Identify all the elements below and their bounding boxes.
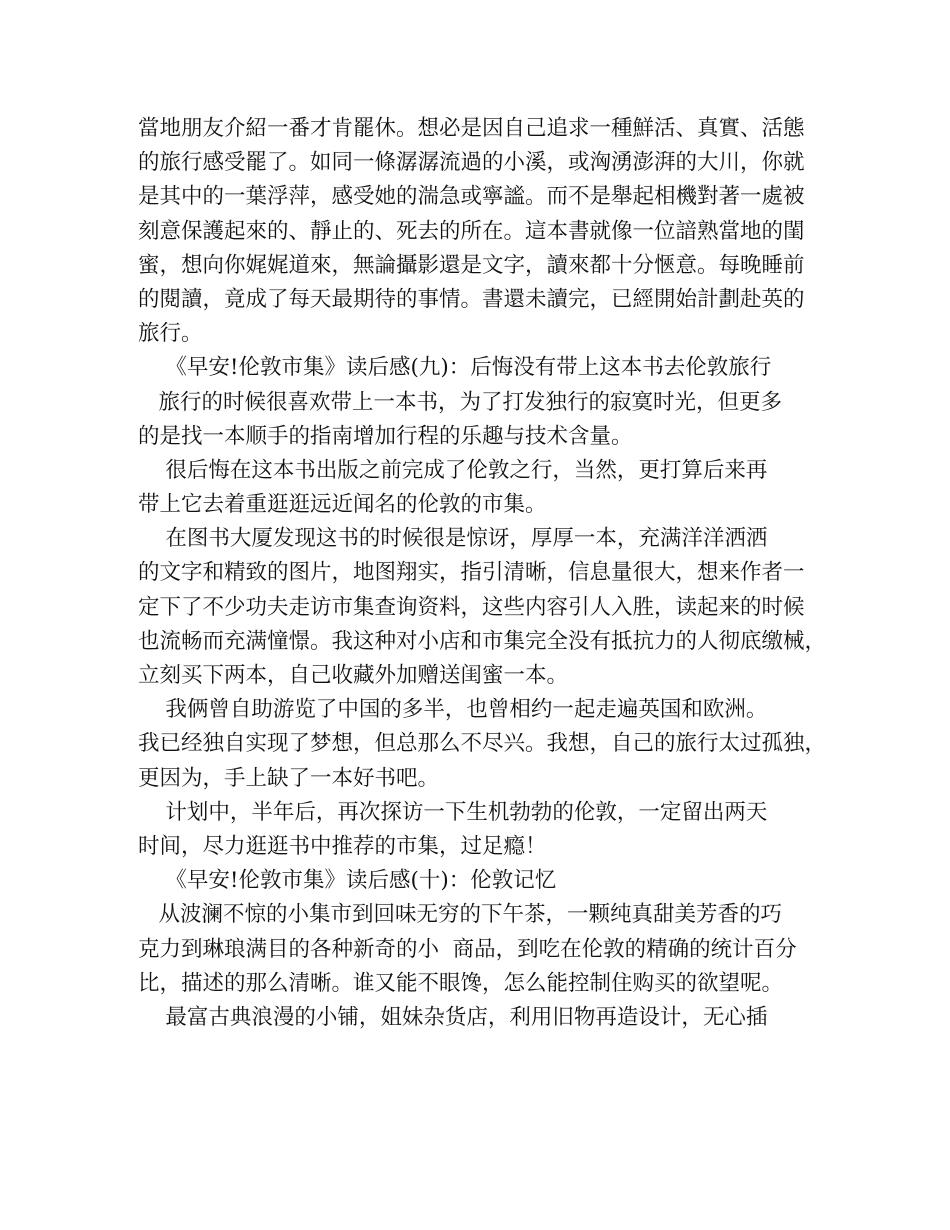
text-line: 我俩曾自助游览了中国的多半，也曾相约一起走遍英国和欧洲。 [138,697,768,723]
text-line: 蜜，想向你娓娓道來，無論攝影還是文字，讀來都十分愜意。每晚睡前 [138,252,805,278]
text-line: 很后悔在这本书出版之前完成了伦敦之行，当然，更打算后来再 [138,457,768,483]
section-heading: 《早安!伦敦市集》读后感(九)：后悔没有带上这本书去伦敦旅行 [138,355,772,381]
text-line: 的閱讀，竟成了每天最期待的事情。書還未讀完，已經開始計劃赴英的 [138,286,805,312]
section-heading: 《早安!伦敦市集》读后感(十)：伦敦记忆 [138,868,557,894]
text-line: 带上它去着重逛逛远近闻名的伦敦的市集。 [138,492,547,518]
text-line: 最富古典浪漫的小铺，姐妹杂货店，利用旧物再造设计，无心插 [138,1004,768,1030]
text-line: 时间，尽力逛逛书中推荐的市集，过足瘾！ [138,833,547,859]
document-body [138,112,828,1035]
text-line: 计划中，半年后，再次探访一下生机勃勃的伦敦，一定留出两天 [138,799,768,825]
text-line: 的文字和精致的图片，地图翔实，指引清晰，信息量很大，想来作者一 [138,560,805,586]
text-line: 是其中的一葉浮萍，感受她的湍急或寧謐。而不是舉起相機對著一處被 [138,184,805,210]
text-line: 當地朋友介紹一番才肯罷休。想必是因自己追求一種鮮活、真實、活態 [138,116,805,141]
text-line: 刻意保護起來的、靜止的、死去的所在。這本書就像一位諳熟當地的閨 [138,218,805,244]
text-line: 在图书大厦发现这书的时候很是惊讶，厚厚一本，充满洋洋洒洒 [138,526,768,552]
text-line: 的是找一本顺手的指南增加行程的乐趣与技术含量。 [138,423,633,449]
text-line: 我已经独自实现了梦想，但总那么不尽兴。我想，自己的旅行太过孤独， [138,731,827,757]
text-line: 更因为，手上缺了一本好书吧。 [138,765,440,791]
text-line: 立刻买下两本，自己收藏外加赠送闺蜜一本。 [138,663,569,688]
text-line: 克力到琳琅满目的各种新奇的小 商品，到吃在伦敦的精确的统计百分 [138,936,797,962]
text-line: 定下了不少功夫走访市集查询资料，这些内容引人入胜，读起来的时候 [138,594,805,620]
text-line: 旅行的时候很喜欢带上一本书，为了打发独行的寂寞时光，但更多 [138,389,783,415]
text-line: 也流畅而充满憧憬。我这种对小店和市集完全没有抵抗力的人彻底缴械， [138,628,827,654]
text-line: 的旅行感受罷了。如同一條潺潺流過的小溪，或洶湧澎湃的大川，你就 [138,150,805,176]
text-line: 旅行。 [138,321,203,347]
text-line: 从波澜不惊的小集市到回味无穷的下午茶，一颗纯真甜美芳香的巧 [138,902,783,928]
text-line: 比，描述的那么清晰。谁又能不眼馋，怎么能控制住购买的欲望呢。 [138,970,784,996]
